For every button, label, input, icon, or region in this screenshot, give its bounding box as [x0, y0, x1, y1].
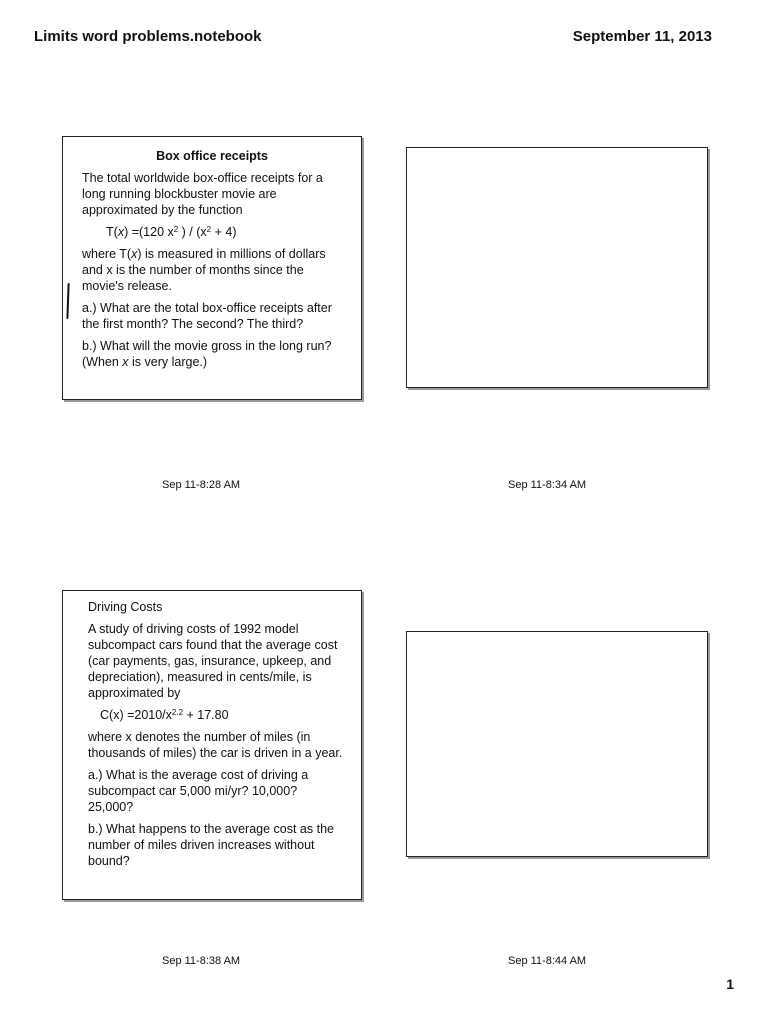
slide-timestamp: Sep 11-8:38 AM	[162, 955, 241, 967]
slide-blank-1	[406, 147, 708, 388]
question-a: a.) What is the average cost of driving a subcompact car 5,000 mi/yr? 10,000? 25,000?	[88, 768, 309, 814]
slide-content	[82, 148, 342, 376]
variable-definition: where T(x) is measured in millions of dollars and x is the number of months since the movie's release.	[82, 247, 326, 293]
slide-driving-costs	[62, 590, 362, 900]
slide-content	[88, 599, 344, 875]
slide-blank-2	[406, 631, 708, 857]
question-a: a.) What are the total box-office receipts after the first month? The second? The third?	[82, 301, 332, 331]
slide-box-office	[62, 136, 362, 400]
question-b: b.) What will the movie gross in the long run? (When x is very large.)	[82, 339, 332, 369]
notebook-title: Limits word problems.notebook	[34, 28, 262, 45]
notebook-date: September 11, 2013	[572, 28, 712, 45]
problem-intro: The total worldwide box-office receipts for a long running blockbuster movie are approximated by the function	[82, 171, 323, 217]
formula: T(x) =(120 $x^2$ ) / $(x^2 + 4)$	[106, 225, 237, 239]
problem-intro: A study of driving costs of 1992 model subcompact cars found that the average cost (car payments, gas, insurance, upkeep, and depreciation), measured in cents/mile, is approximated by	[88, 622, 338, 700]
variable-definition: where x denotes the number of miles (in thousands of miles) the car is driven in a year.	[88, 730, 343, 760]
slide-timestamp: Sep 11-8:34 AM	[508, 479, 587, 491]
slide-title: Driving Costs	[88, 600, 163, 614]
question-b: b.) What happens to the average cost as the number of miles driven increases without bound?	[88, 822, 334, 868]
slide-timestamp: Sep 11-8:44 AM	[508, 955, 587, 967]
page-number: 1	[726, 976, 734, 992]
formula: $C(x) =2010/x^{2.2} + 17.80$	[100, 708, 229, 722]
slide-timestamp: Sep 11-8:28 AM	[162, 479, 241, 491]
slide-title: Box office receipts	[156, 149, 268, 163]
